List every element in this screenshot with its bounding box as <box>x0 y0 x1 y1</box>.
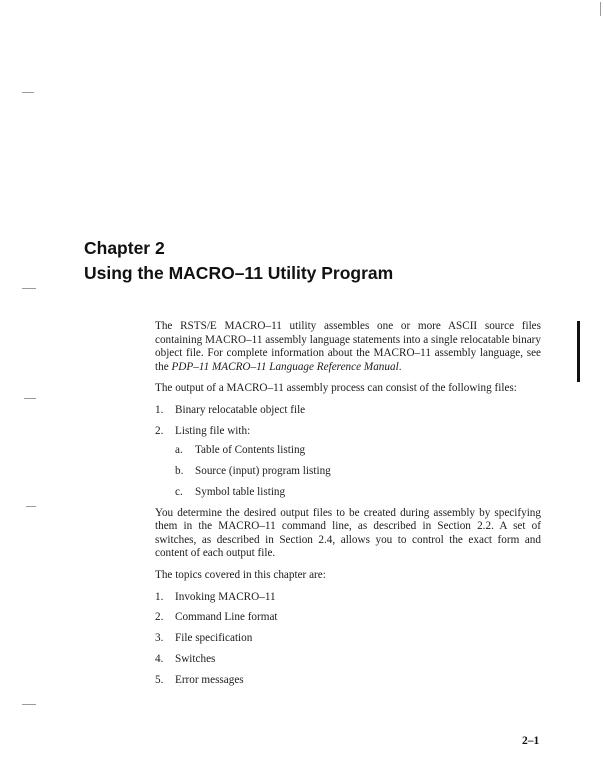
list-item-text: Switches <box>175 653 216 665</box>
list-marker: 5. <box>155 673 164 686</box>
intro-paragraph <box>155 320 541 374</box>
list-item <box>155 632 541 646</box>
scan-mark <box>26 506 36 507</box>
list-item <box>155 404 541 418</box>
list-item-text: Source (input) program listing <box>195 465 331 478</box>
list-item <box>155 611 541 625</box>
intro-text: The RSTS/E MACRO–11 utility assembles one or more ASCII source files containing MACRO–11 assembly language statements into a single relocatable binary object file. For complete information about the MACRO–11 assembly language, see the <box>155 320 541 373</box>
list-item <box>175 444 541 458</box>
list-item <box>155 674 541 688</box>
scan-mark <box>22 288 36 289</box>
list-marker: a. <box>175 444 183 457</box>
list-item-text: File specification <box>175 632 253 645</box>
list-marker: 4. <box>155 653 164 665</box>
list-item-text: Binary relocatable object file <box>175 403 306 416</box>
intro-text-end: . <box>398 360 402 373</box>
chapter-body <box>155 320 541 695</box>
scan-mark <box>24 398 36 399</box>
list-item-text: Symbol table listing <box>195 485 286 498</box>
output-intro-paragraph: The output of a MACRO–11 assembly process can consist of the following files: <box>155 382 517 395</box>
topics-list <box>155 591 541 688</box>
list-marker: 2. <box>155 424 164 437</box>
scan-mark <box>22 92 34 93</box>
listing-contents-list <box>175 444 541 499</box>
list-marker: b. <box>175 465 184 478</box>
chapter-number: Chapter 2 <box>84 238 165 258</box>
determine-paragraph: You determine the desired output files to be created during assembly by specifying them in the MACRO–11 command line, as described in Section 2.2. A set of switches, as described in Section 2.4, allows you to control the exact form and content of each output file. <box>155 506 541 560</box>
list-item-text: Error messages <box>175 673 244 686</box>
list-marker: 3. <box>155 632 164 645</box>
page-number: 2–1 <box>522 735 540 747</box>
list-item <box>175 465 541 479</box>
scan-mark <box>22 704 36 705</box>
list-marker: 2. <box>155 611 164 624</box>
list-item <box>175 486 541 500</box>
list-item-text: Listing file with: <box>175 424 251 437</box>
list-marker: c. <box>175 485 183 498</box>
output-files-list <box>155 404 541 500</box>
change-bar <box>577 321 580 382</box>
list-item <box>155 591 541 605</box>
list-marker: 1. <box>155 403 164 416</box>
list-item-text: Table of Contents listing <box>195 444 306 457</box>
list-item <box>155 425 541 500</box>
list-item-text: Command Line format <box>175 611 278 624</box>
list-marker: 1. <box>155 590 164 603</box>
manual-reference: PDP–11 MACRO–11 Language Reference Manual <box>171 360 399 373</box>
scan-mark <box>600 2 601 16</box>
list-item <box>155 653 541 667</box>
chapter-title: Using the MACRO–11 Utility Program <box>84 263 394 283</box>
topics-intro-paragraph: The topics covered in this chapter are: <box>155 569 326 582</box>
list-item-text: Invoking MACRO–11 <box>175 590 276 603</box>
